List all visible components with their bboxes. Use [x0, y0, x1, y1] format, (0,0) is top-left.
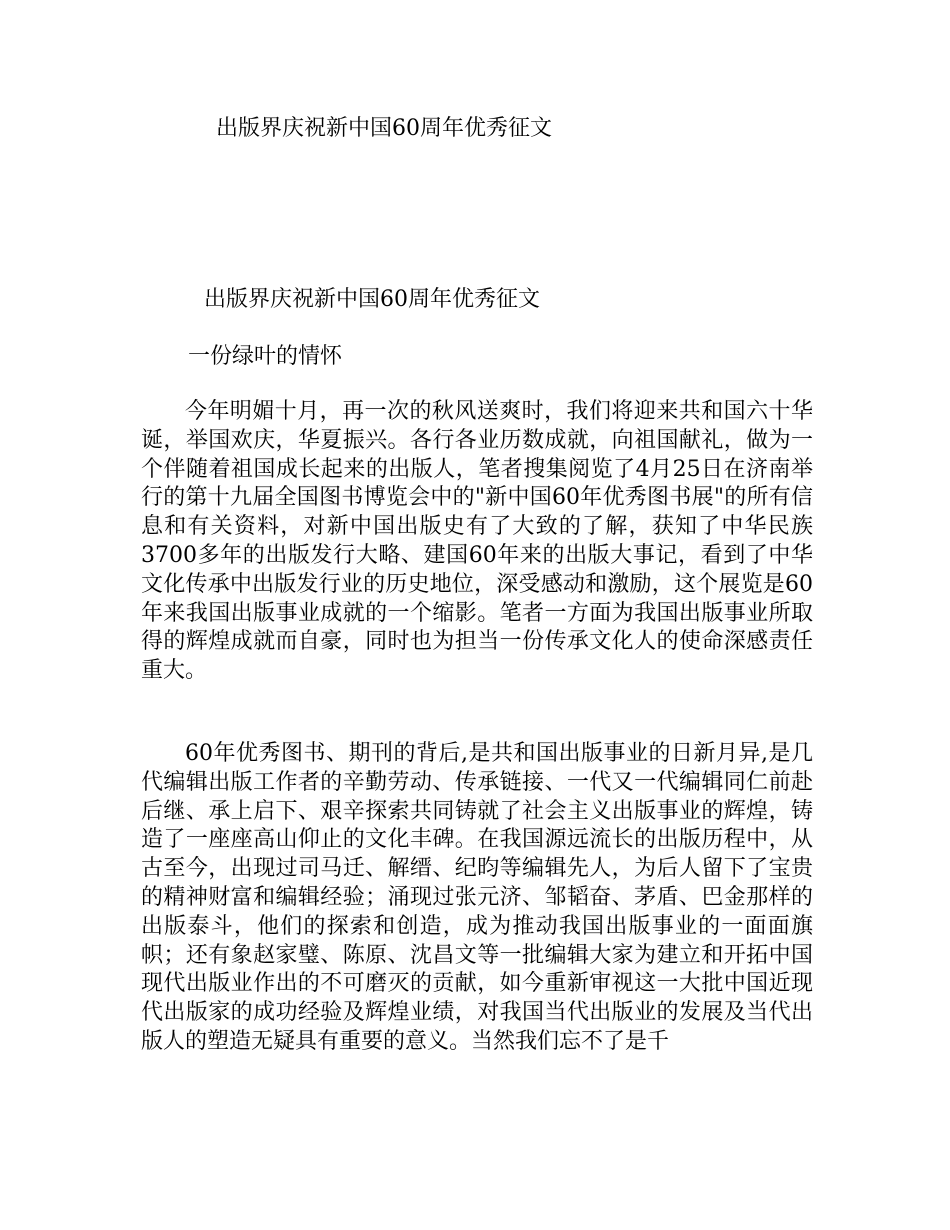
- paragraph-1: 今年明媚十月，再一次的秋风送爽时，我们将迎来共和国六十华诞，举国欢庆，华夏振兴。各行各业历数成就，向祖国献礼，做为一个伴随着祖国成长起来的出版人，笔者搜集阅览了4月25日在济南举行的第十九届全国图书博览会中的"新中国60年优秀图书展"的所有信息和有关资料，对新中国出版史有了大致的了解，获知了中华民族3700多年的出版发行大略、建国60年来的出版大事记，看到了中华文化传承中出版发行业的历史地位，深受感动和激励，这个展览是60年来我国出版事业成就的一个缩影。笔者一方面为我国出版事业所取得的辉煌成就而自豪，同时也为担当一份传承文化人的使命深感责任重大。: [141, 399, 813, 684]
- header-title: 出版界庆祝新中国60周年优秀征文: [216, 116, 552, 141]
- document-title: 出版界庆祝新中国60周年优秀征文: [204, 287, 540, 312]
- paragraph-2: 60年优秀图书、期刊的背后,是共和国出版事业的日新月异,是几代编辑出版工作者的辛勤劳动、传承链接、一代又一代编辑同仁前赴后继、承上启下、艰辛探索共同铸就了社会主义出版事业的辉煌，铸造了一座座高山仰止的文化丰碑。在我国源远流长的出版历程中，从古至今，出现过司马迁、解缙、纪昀等编辑先人，为后人留下了宝贵的精神财富和编辑经验；涌现过张元济、邹韬奋、茅盾、巴金那样的出版泰斗，他们的探索和创造，成为推动我国出版事业的一面面旗帜；还有象赵家璧、陈原、沈昌文等一批编辑大家为建立和开拓中国现代出版业作出的不可磨灭的贡献，如今重新审视这一大批中国近现代出版家的成功经验及辉煌业绩，对我国当代出版业的发展及当代出版人的塑造无疑具有重要的意义。当然我们忘不了是千: [141, 741, 813, 1054]
- document-subtitle: 一份绿叶的情怀: [188, 344, 343, 369]
